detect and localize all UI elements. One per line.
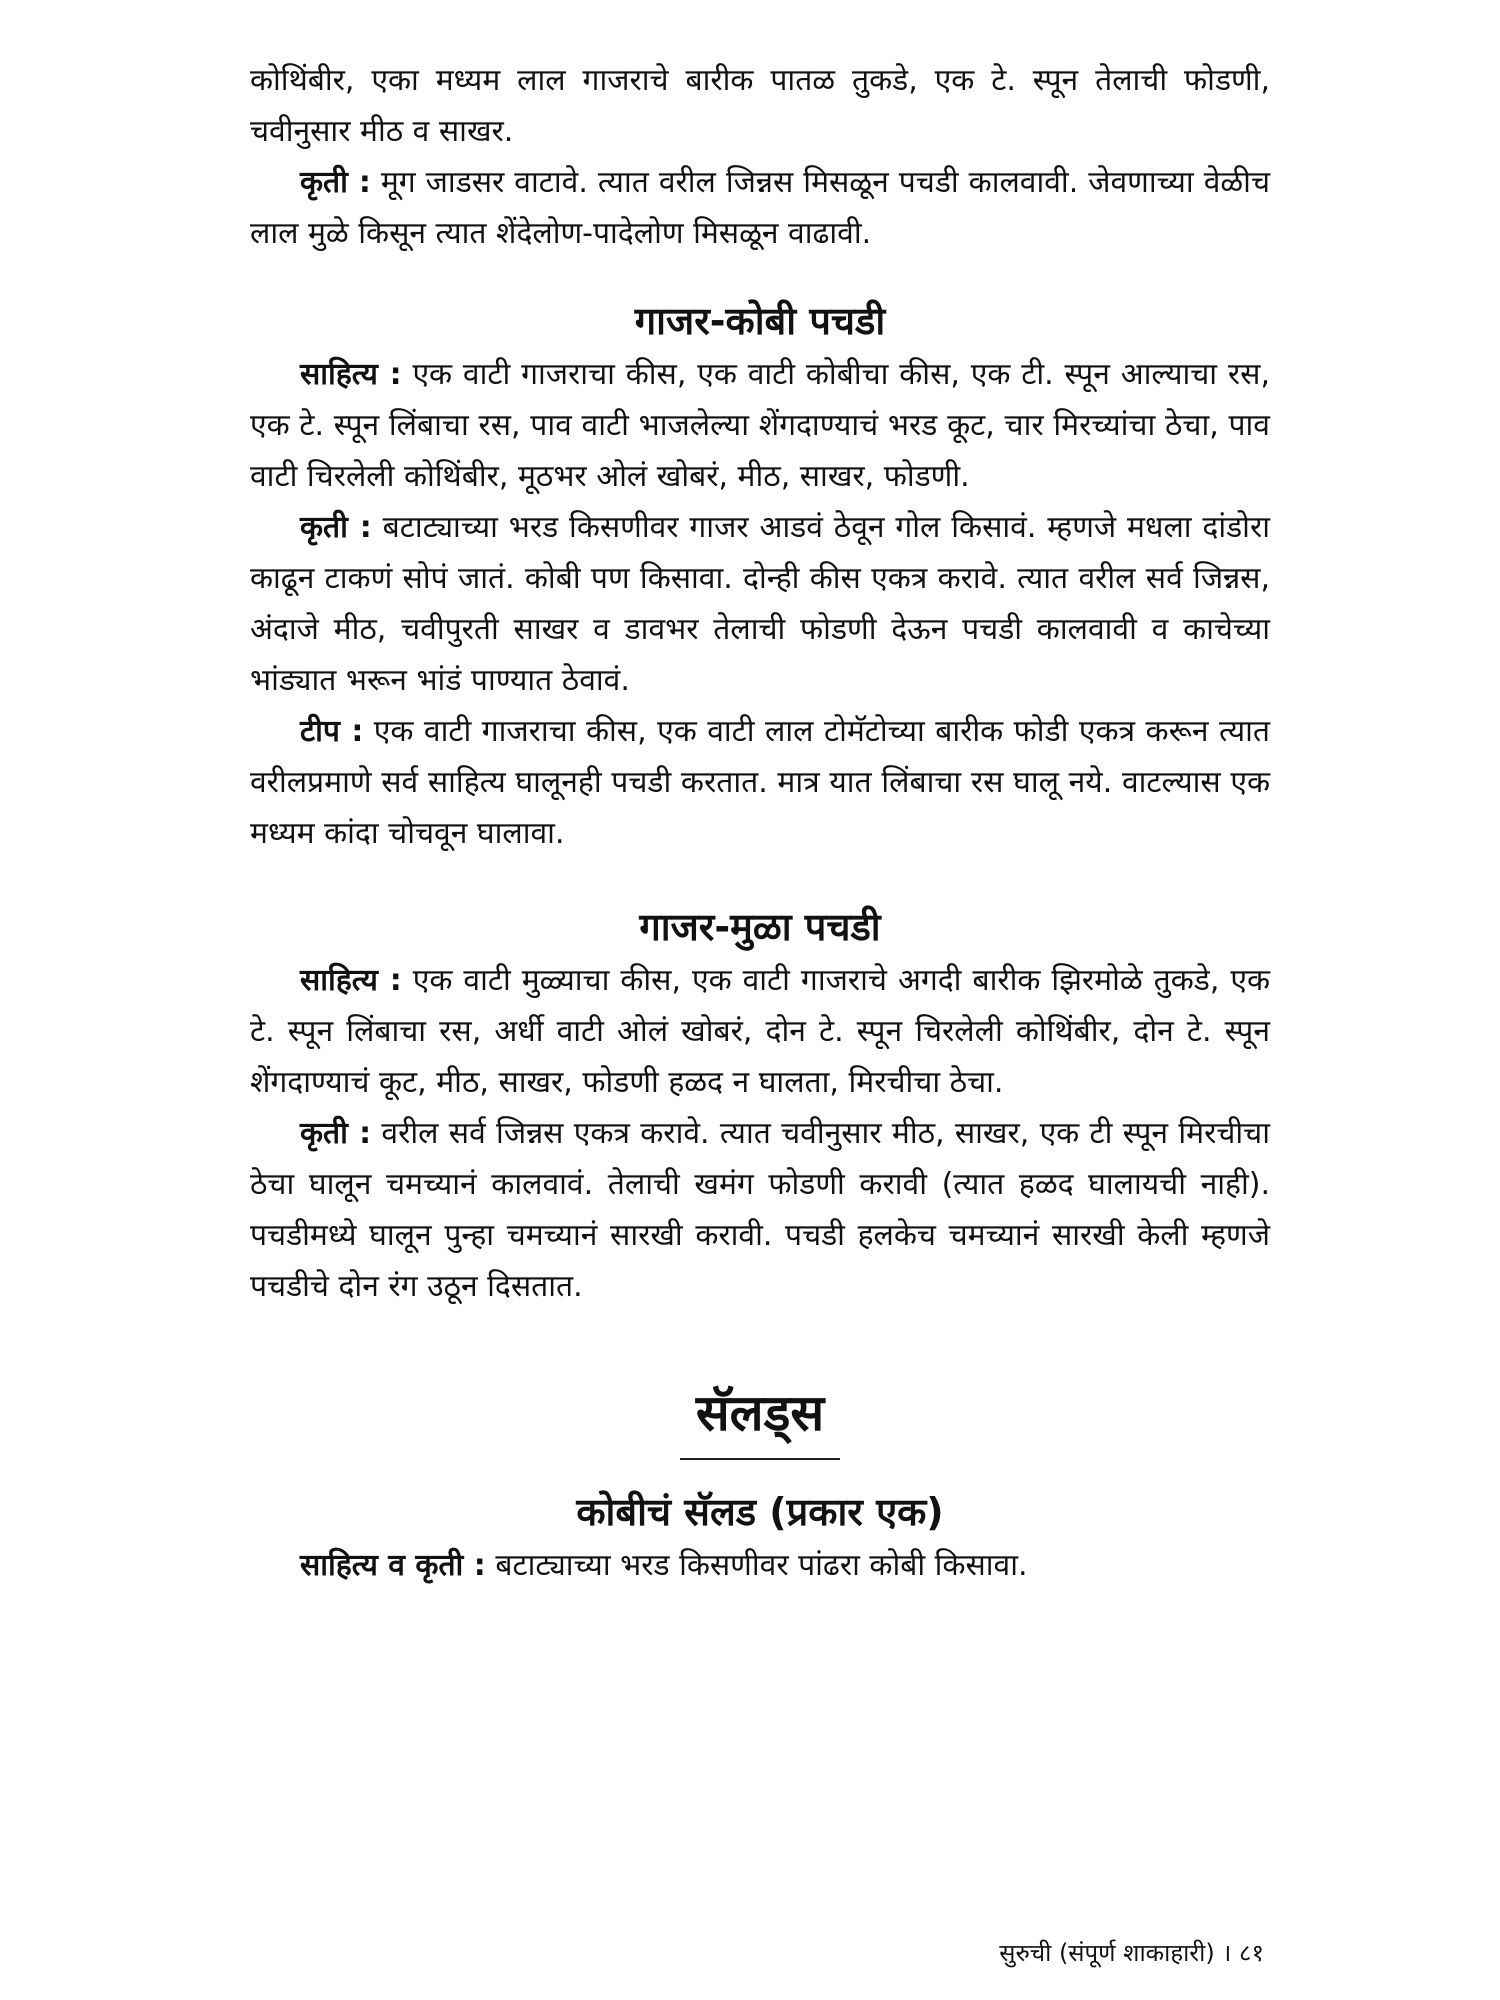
method-text: मूग जाडसर वाटावे. त्यात वरील जिन्नस मिसळून पचडी कालवावी. जेवणाच्या वेळीच लाल मुळे किसून त्यात शेंदेलोण-पादेलोण मिसळून वाढावी. (250, 165, 1270, 251)
intro-ingredients-continued: कोथिंबीर, एका मध्यम लाल गाजराचे बारीक पातळ तुकडे, एक टे. स्पून तेलाची फोडणी, चवीनुसार मीठ व साखर. (250, 63, 1270, 149)
recipe1-ingredients (250, 349, 1270, 502)
intro-method (250, 157, 1270, 259)
recipe2-ingredients (250, 955, 1270, 1108)
section-divider (680, 1458, 840, 1460)
recipe1-tip (250, 706, 1270, 859)
recipe2-method (250, 1108, 1270, 1312)
ingredients-method-text: बटाट्याच्या भरड किसणीवर पांढरा कोबी किसावा. (485, 1548, 1028, 1583)
recipe1-method (250, 502, 1270, 706)
recipe-title-cabbage-salad: कोबीचं सॅलड (प्रकार एक) (576, 1490, 944, 1534)
ingredients-text: एक वाटी मुळ्याचा कीस, एक वाटी गाजराचे अगदी बारीक झिरमोळे तुकडे, एक टे. स्पून लिंबाचा रस, अर्धी वाटी ओलं खोबरं, दोन टे. स्पून चिरलेली कोथिंबीर, दोन टे. स्पून शेंगदाण्याचं कूट, मीठ, साखर, फोडणी हळद न घालता, मिरचीचा ठेचा. (250, 963, 1271, 1100)
tip-label: टीप : (300, 714, 364, 749)
method-label: कृती : (300, 165, 371, 200)
tip-text: एक वाटी गाजराचा कीस, एक वाटी लाल टोमॅटोच्या बारीक फोडी एकत्र करून त्यात वरीलप्रमाणे सर्व साहित्य घालूनही पचडी करतात. मात्र यात लिंबाचा रस घालू नये. वाटल्यास एक मध्यम कांदा चोचवून घालावा. (250, 714, 1270, 851)
ingredients-label: साहित्य : (300, 963, 402, 998)
recipe-title-gajar-kobi: गाजर-कोबी पचडी (634, 299, 886, 343)
method-text: बटाट्याच्या भरड किसणीवर गाजर आडवं ठेवून गोल किसावं. म्हणजे मधला दांडोरा काढून टाकणं सोपं जातं. कोबी पण किसावा. दोन्ही कीस एकत्र करावे. त्यात वरील सर्व जिन्नस, अंदाजे मीठ, चवीपुरती साखर व डावभर तेलाची फोडणी देऊन पचडी कालवावी व काचेच्या भांड्यात भरून भांडं पाण्यात ठेवावं. (250, 510, 1270, 698)
recipe3-ingredients-method (250, 1540, 1270, 1591)
ingredients-label: साहित्य : (300, 357, 402, 392)
ingredients-method-label: साहित्य व कृती : (300, 1548, 486, 1583)
page-content (250, 55, 1270, 1591)
recipe-title-gajar-mula: गाजर-मुळा पचडी (639, 905, 881, 949)
section-title-salads: सॅलड्स (695, 1384, 825, 1442)
method-text: वरील सर्व जिन्नस एकत्र करावे. त्यात चवीनुसार मीठ, साखर, एक टी स्पून मिरचीचा ठेचा घालून चमच्यानं कालवावं. तेलाची खमंग फोडणी करावी (त्यात हळद घालायची नाही). पचडीमध्ये घालून पुन्हा चमच्यानं सारखी करावी. पचडी हलकेच चमच्यानं सारखी केली म्हणजे पचडीचे दोन रंग उठून दिसतात. (250, 1116, 1270, 1304)
page-footer: सुरुची (संपूर्ण शाकाहारी) । ८१ (999, 1939, 1264, 1967)
method-label: कृती : (300, 510, 372, 545)
method-label: कृती : (300, 1116, 372, 1151)
ingredients-text: एक वाटी गाजराचा कीस, एक वाटी कोबीचा कीस, एक टी. स्पून आल्याचा रस, एक टे. स्पून लिंबाचा रस, पाव वाटी भाजलेल्या शेंगदाण्याचं भरड कूट, चार मिरच्यांचा ठेचा, पाव वाटी चिरलेली कोथिंबीर, मूठभर ओलं खोबरं, मीठ, साखर, फोडणी. (250, 357, 1270, 494)
